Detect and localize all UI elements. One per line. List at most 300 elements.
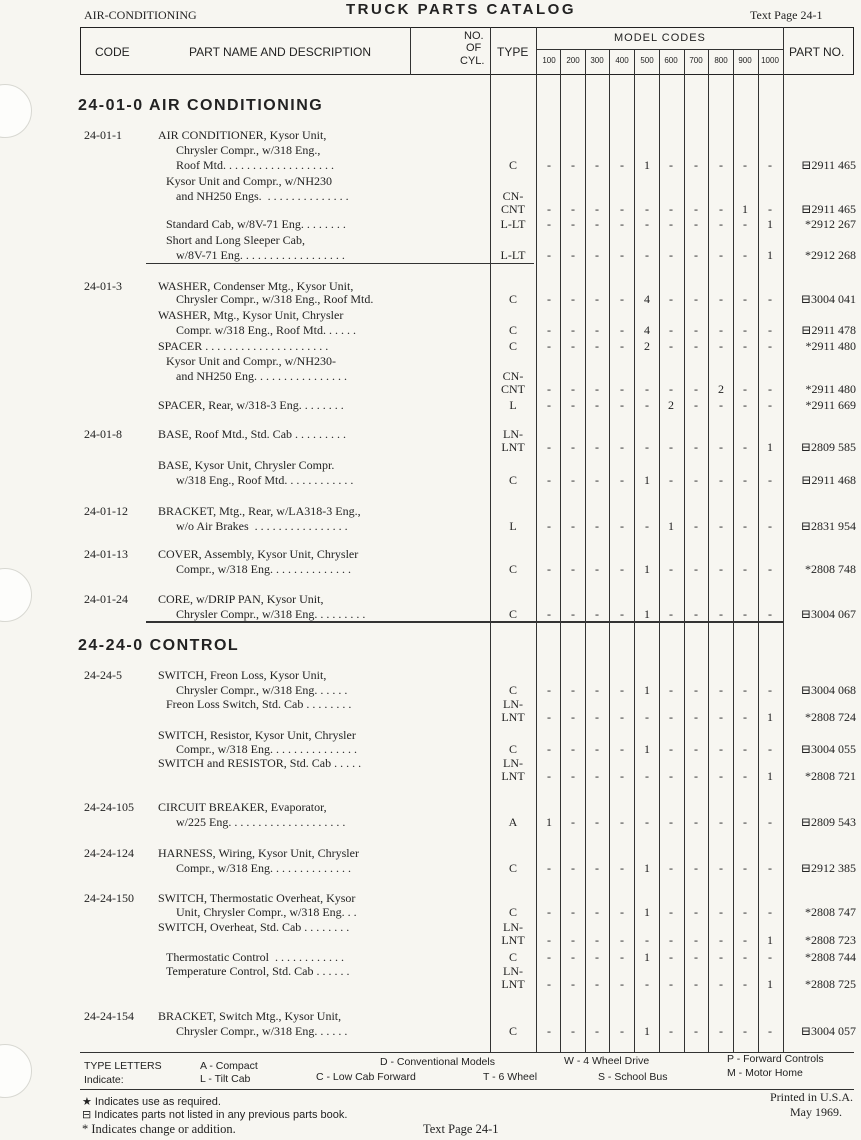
model-code-900: 900 [738,56,752,65]
model-cell: - [694,473,698,487]
header-code: CODE [95,45,130,59]
model-cell: - [620,742,624,756]
part-type: C [508,158,517,172]
model-cell: - [768,861,772,875]
model-cell: 1 [767,710,773,724]
model-cell: - [768,1024,772,1038]
part-type: C [508,742,517,756]
part-type: LN- [503,756,523,770]
model-cell: - [694,950,698,964]
model-cell: - [719,323,723,337]
part-description: BRACKET, Mtg., Rear, w/LA318-3 Eng., [158,504,361,518]
part-type: C [508,905,517,919]
model-cell: - [620,710,624,724]
model-code-100: 100 [542,56,556,65]
model-cell: - [768,339,772,353]
model-cell: - [571,950,575,964]
page-label: Text Page 24-1 [750,8,823,22]
col-line-type-end [536,27,537,1052]
model-cell: - [694,217,698,231]
model-cell: - [719,217,723,231]
model-cell: - [669,742,673,756]
model-cell: - [595,398,599,412]
model-cell: - [694,710,698,724]
model-cell: - [719,339,723,353]
model-cell: - [547,710,551,724]
model-cell: - [645,217,649,231]
model-cell: - [595,440,599,454]
model-cell: - [719,933,723,947]
part-type: L [509,519,517,533]
model-cell: - [694,202,698,216]
part-description: Compr. w/318 Eng., Roof Mtd. . . . . . [176,323,357,337]
model-cell: - [571,1024,575,1038]
model-cell: 2 [668,398,674,412]
footer-page-label: Text Page 24-1 [423,1122,499,1136]
table-header [80,27,854,75]
legend-d: D - Conventional Models [380,1056,495,1068]
model-cell: 1 [767,769,773,783]
model-cell: - [694,292,698,306]
part-description: Freon Loss Switch, Std. Cab . . . . . . . . [166,697,352,711]
model-cell: - [669,933,673,947]
model-cell: - [620,473,624,487]
model-cell: - [620,950,624,964]
part-number: *2808 744 [805,950,856,964]
part-description: Chrysler Compr., w/318 Eng. . . . . . [176,1024,348,1038]
model-cell: - [595,710,599,724]
legend-type-letters: TYPE LETTERS [84,1060,162,1072]
model-cell: 1 [767,977,773,991]
part-description: Compr., w/318 Eng. . . . . . . . . . . . . . [176,562,352,576]
model-cell: - [743,815,747,829]
model-cell: - [719,202,723,216]
part-number: ⊟2831 954 [800,519,856,533]
model-cell: - [743,562,747,576]
model-cell: - [669,710,673,724]
model-cell: - [743,905,747,919]
model-cell: - [743,248,747,262]
part-description: Chrysler Compr., w/318 Eng. . . . . . [176,683,348,697]
model-cell: 1 [767,933,773,947]
model-cell: - [694,933,698,947]
model-cell: - [719,815,723,829]
part-type: LN- [503,697,523,711]
model-code-1000: 1000 [761,56,779,65]
model-cell: - [620,562,624,576]
model-cell: - [743,519,747,533]
model-col-line [585,49,586,1052]
part-number: ⊟2911 465 [801,202,856,216]
model-cell: - [768,742,772,756]
model-cell: - [620,217,624,231]
model-cell: - [620,382,624,396]
model-cell: - [768,815,772,829]
model-cell: - [547,382,551,396]
model-cell: - [743,933,747,947]
part-type: C [508,950,517,964]
model-cell: - [547,339,551,353]
part-number: ⊟3004 068 [800,683,856,697]
model-cell: - [719,473,723,487]
model-cell: - [743,217,747,231]
model-cell: - [571,248,575,262]
legend-s: S - School Bus [598,1071,668,1083]
model-cell: - [595,933,599,947]
part-description: SWITCH, Freon Loss, Kysor Unit, [158,668,327,682]
legend-c: C - Low Cab Forward [316,1071,416,1083]
part-description: Kysor Unit and Compr., w/NH230 [166,174,332,188]
part-code: 24-01-1 [84,128,122,142]
model-cell: 1 [644,950,650,964]
punch-hole [0,1044,32,1098]
model-cell: 1 [668,519,674,533]
model-cell: - [719,861,723,875]
model-cell: - [620,977,624,991]
model-cell: - [669,607,673,621]
model-cell: - [694,683,698,697]
model-cell: - [547,683,551,697]
part-description: w/o Air Brakes . . . . . . . . . . . . . . . . [176,519,348,533]
model-cell: - [669,1024,673,1038]
model-cell: - [595,339,599,353]
model-cell: - [719,1024,723,1038]
model-cell: - [669,440,673,454]
part-description: w/8V-71 Eng. . . . . . . . . . . . . . . . . . [176,248,345,262]
model-cell: - [768,683,772,697]
part-type: C [508,339,517,353]
model-cell: - [645,815,649,829]
part-code: 24-24-154 [84,1009,134,1023]
model-cell: - [768,292,772,306]
part-description: w/225 Eng. . . . . . . . . . . . . . . . . . . . [176,815,346,829]
model-cell: - [595,950,599,964]
model-cell: - [669,977,673,991]
part-description: CIRCUIT BREAKER, Evaporator, [158,800,327,814]
part-description: WASHER, Mtg., Kysor Unit, Chrysler [158,308,344,322]
header-type: TYPE [497,45,529,59]
model-cell: - [768,323,772,337]
model-cell: - [743,473,747,487]
part-type: C [508,607,517,621]
legend-p: P - Forward Controls [727,1053,824,1065]
part-type: A [508,815,518,829]
model-cell: - [645,769,649,783]
header-cyl-3: CYL. [460,55,485,67]
model-col-line [733,49,734,1052]
model-cell: - [620,292,624,306]
part-code: 24-24-105 [84,800,134,814]
model-cell: - [694,158,698,172]
model-cell: - [595,382,599,396]
part-description: Unit, Chrysler Compr., w/318 Eng. . . [176,905,357,919]
model-cell: - [547,398,551,412]
model-cell: - [595,248,599,262]
model-code-500: 500 [640,56,654,65]
model-col-line [659,49,660,1052]
model-cell: - [620,933,624,947]
model-cell: - [595,519,599,533]
model-cell: - [571,769,575,783]
section-label: AIR-CONDITIONING [84,8,197,22]
model-cell: - [768,473,772,487]
header-part-no: PART NO. [789,45,845,59]
model-cell: - [768,398,772,412]
model-cell: - [645,977,649,991]
model-cell: - [547,323,551,337]
model-cell: - [571,339,575,353]
model-code-800: 800 [714,56,728,65]
part-type: L [509,398,517,412]
model-cell: 1 [644,1024,650,1038]
model-cell: - [595,323,599,337]
model-cell: - [547,742,551,756]
model-cell: - [669,905,673,919]
model-cell: - [669,861,673,875]
punch-hole [0,84,32,138]
col-line-type [490,27,491,1052]
model-cell: - [743,607,747,621]
legend-a: A - Compact [200,1060,258,1072]
part-number: *2912 268 [805,248,856,262]
model-cell: - [743,950,747,964]
model-cell: - [719,710,723,724]
printed-in: Printed in U.S.A. [770,1090,854,1104]
part-type: LNT [501,769,525,783]
part-description: SWITCH and RESISTOR, Std. Cab . . . . . [158,756,362,770]
model-cell: 4 [644,292,650,306]
part-description: Compr., w/318 Eng. . . . . . . . . . . . . . . [176,742,358,756]
model-cell: - [719,977,723,991]
part-description: Chrysler Compr., w/318 Eng. . . . . . . . . [176,607,366,621]
model-cell: - [595,683,599,697]
model-cell: - [694,519,698,533]
part-description: and NH250 Engs. . . . . . . . . . . . . . . [176,189,349,203]
part-description: BRACKET, Switch Mtg., Kysor Unit, [158,1009,342,1023]
model-cell: - [547,158,551,172]
model-cell: 1 [742,202,748,216]
model-cell: - [645,933,649,947]
model-cell: - [547,202,551,216]
model-cell: - [719,158,723,172]
model-cell: - [547,519,551,533]
model-cell: - [571,742,575,756]
model-cell: - [620,607,624,621]
model-cell: - [595,742,599,756]
model-cell: - [547,217,551,231]
part-type: CN- [502,189,524,203]
model-cell: - [743,861,747,875]
model-cell: - [669,815,673,829]
part-type: C [508,861,517,875]
model-cell: - [719,248,723,262]
model-cell: - [645,398,649,412]
model-cell: - [694,440,698,454]
note-not-listed: ⊟ Indicates parts not listed in any previous parts book. [82,1109,348,1121]
model-cell: - [620,202,624,216]
model-cell: - [620,248,624,262]
part-description: Short and Long Sleeper Cab, [166,233,305,247]
model-cell: - [669,217,673,231]
model-cell: - [694,1024,698,1038]
model-cell: - [645,202,649,216]
model-cell: - [719,607,723,621]
model-col-line [560,49,561,1052]
part-code: 24-24-5 [84,668,122,682]
model-cell: - [620,905,624,919]
model-cell: - [620,1024,624,1038]
model-cell: 1 [644,861,650,875]
model-cell: - [719,950,723,964]
part-type: C [508,292,517,306]
part-type: LNT [501,933,525,947]
model-cell: - [694,861,698,875]
model-cell: - [595,861,599,875]
model-cell: - [719,769,723,783]
model-cell: - [547,473,551,487]
part-code: 24-24-150 [84,891,134,905]
model-cell: - [645,710,649,724]
part-type: L-LT [500,248,526,262]
model-cell: - [694,769,698,783]
part-type: LN- [503,427,523,441]
part-code: 24-01-12 [84,504,128,518]
model-col-line [634,49,635,1052]
part-description: WASHER, Condenser Mtg., Kysor Unit, [158,279,354,293]
part-code: 24-01-13 [84,547,128,561]
part-type: LNT [501,710,525,724]
part-number: *2808 724 [805,710,856,724]
model-cell: - [620,861,624,875]
model-cell: - [669,382,673,396]
model-cell: 2 [718,382,724,396]
part-number: ⊟3004 041 [800,292,856,306]
model-cell: - [669,473,673,487]
model-col-line [684,49,685,1052]
model-cell: - [669,248,673,262]
model-cell: - [645,382,649,396]
model-cell: - [571,562,575,576]
model-cell: - [768,382,772,396]
model-cell: - [547,607,551,621]
model-cell: - [743,440,747,454]
model-cell: - [768,950,772,964]
model-cell: 1 [644,607,650,621]
header-desc: PART NAME AND DESCRIPTION [189,45,372,59]
model-cell: - [620,158,624,172]
model-cell: - [719,683,723,697]
model-cell: - [547,905,551,919]
part-type: LN- [503,920,523,934]
part-description: Chrysler Compr., w/318 Eng., Roof Mtd. [176,292,374,306]
model-cell: - [743,769,747,783]
model-cell: - [694,398,698,412]
model-code-200: 200 [566,56,580,65]
model-cell: - [719,742,723,756]
model-cell: - [768,202,772,216]
model-cell: - [547,933,551,947]
part-code: 24-01-3 [84,279,122,293]
model-cell: - [595,202,599,216]
model-cell: - [620,519,624,533]
model-cell: - [645,440,649,454]
part-description: HARNESS, Wiring, Kysor Unit, Chrysler [158,846,359,860]
model-cell: - [547,292,551,306]
model-cell: - [595,158,599,172]
group-separator [146,621,784,623]
part-number: *2808 747 [805,905,856,919]
model-cell: - [620,398,624,412]
part-type: LNT [501,977,525,991]
section-heading-control: 24-24-0 CONTROL [78,637,240,654]
model-cell: - [571,607,575,621]
part-number: *2911 480 [805,339,856,353]
model-cell: - [620,323,624,337]
model-cell: - [743,1024,747,1038]
part-type: C [508,473,517,487]
header-model-codes: MODEL CODES [614,32,706,44]
part-description: BASE, Kysor Unit, Chrysler Compr. [158,458,335,472]
part-type: CN- [502,369,524,383]
model-cell: - [694,382,698,396]
model-cell: - [547,440,551,454]
model-cell: - [719,905,723,919]
model-cell: - [595,769,599,783]
note-use-as-required: ★ Indicates use as required. [82,1096,221,1108]
part-type: LNT [501,440,525,454]
model-cell: - [547,248,551,262]
punch-hole [0,568,32,622]
model-cell: 1 [546,815,552,829]
catalog-title: TRUCK PARTS CATALOG [346,1,576,18]
part-description: SPACER . . . . . . . . . . . . . . . . . . . . . [158,339,329,353]
col-line-part [783,27,784,1052]
model-cell: - [620,339,624,353]
model-cell: - [547,950,551,964]
model-cell: - [571,440,575,454]
model-cell: 1 [767,248,773,262]
part-description: Standard Cab, w/8V-71 Eng. . . . . . . . [166,217,346,231]
model-cell: - [571,977,575,991]
part-code: 24-24-124 [84,846,134,860]
part-number: ⊟2912 385 [800,861,856,875]
model-cell: - [669,562,673,576]
footer-rule-bottom [80,1089,854,1090]
model-cell: 1 [767,440,773,454]
model-cell: - [694,248,698,262]
model-cell: 1 [644,905,650,919]
part-number: ⊟2911 468 [801,473,856,487]
model-cell: - [743,158,747,172]
part-number: ⊟2809 543 [800,815,856,829]
model-cell: - [669,769,673,783]
legend-w: W - 4 Wheel Drive [564,1055,650,1067]
part-description: SWITCH, Resistor, Kysor Unit, Chrysler [158,728,356,742]
model-cell: 2 [644,339,650,353]
model-code-400: 400 [615,56,629,65]
model-code-700: 700 [689,56,703,65]
part-type: CNT [501,202,525,216]
model-cell: - [571,292,575,306]
part-description: w/318 Eng., Roof Mtd. . . . . . . . . . . . [176,473,354,487]
model-cell: - [620,815,624,829]
model-cell: - [595,292,599,306]
model-cell: - [694,323,698,337]
model-cell: - [595,473,599,487]
model-cell: - [694,562,698,576]
model-cell: 1 [767,217,773,231]
model-cell: - [620,440,624,454]
